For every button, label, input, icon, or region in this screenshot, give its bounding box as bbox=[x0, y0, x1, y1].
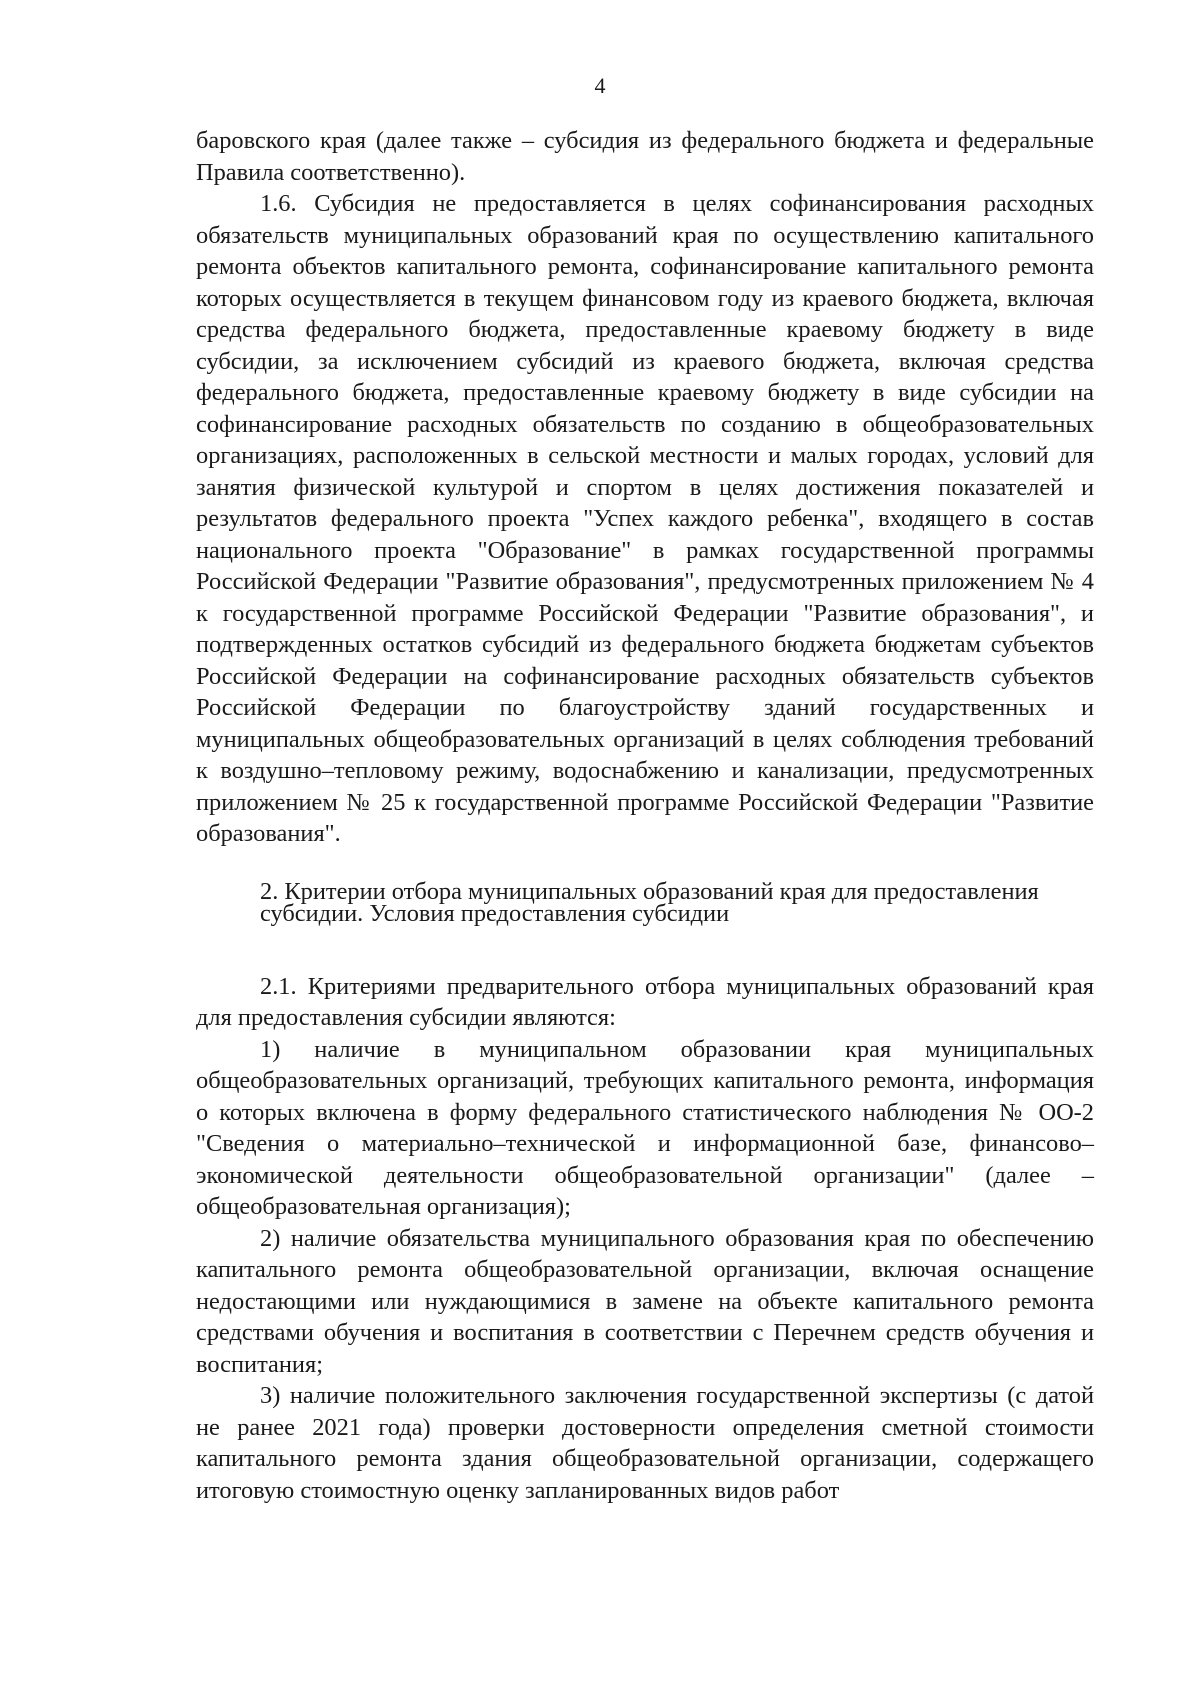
paragraph-2-1: 2.1. Критериями предварительного отбора муниципальных образований края для предоставления субсидии являются: bbox=[196, 972, 1094, 1031]
document-body bbox=[196, 125, 1094, 1506]
page-number: 4 bbox=[594, 73, 606, 98]
list-item-3: 3) наличие положительного заключения государственной экспертизы (с датой не ранее 2021 года) проверки достоверности определения сметной стоимости капитального ремонта здания общеобразовательной организации, содержащего итоговую стоимостную оценку запланированных видов работ bbox=[196, 1382, 1094, 1504]
paragraph-1-6: 1.6. Субсидия не предоставляется в целях софинансирования расходных обязательств муниципальных образований края по осуществлению капитального ремонта объектов капитального ремонта, софинансирование капитального ремонта которых осуществляется в текущем финансовом году из краевого бюджета, включая средства федерального бюджета, предоставленные краевому бюджету в виде субсидии, за исключением субсидий из краевого бюджета, включая средства федерального бюджета, предоставленные краевому бюджету в виде субсидии на софинансирование расходных обязательств по созданию в общеобразовательных организациях, расположенных в сельской местности и малых городах, условий для занятия физической культурой и спортом в целях достижения показателей и результатов федерального проекта "Успех каждого ребенка", входящего в состав национального проекта "Образование" в рамках государственной программы Российской Федерации "Развитие образования", предусмотренных приложением № 4 к государственной программе Российской Федерации "Развитие образования", и подтвержденных остатков субсидий из федерального бюджета бюджетам субъектов Российской Федерации на софинансирование расходных обязательств субъектов Российской Федерации по благоустройству зданий государственных и муниципальных общеобразовательных организаций в целях соблюдения требований к воздушно–тепловому режиму, водоснабжению и канализации, предусмотренных приложением № 25 к государственной программе Российской Федерации "Развитие образования". bbox=[196, 190, 1094, 847]
section-2-heading: 2. Критерии отбора муниципальных образований края для предоставления субсидии. Условия предоставления субсидии bbox=[260, 877, 1039, 927]
list-item-2: 2) наличие обязательства муниципального образования края по обеспечению капитального ремонта общеобразовательной организации, включая оснащение недостающими или нуждающимися в замене на объекте капитального ремонта средствами обучения и воспитания в соответствии с Перечнем средств обучения и воспитания; bbox=[196, 1224, 1094, 1378]
list-item-1: 1) наличие в муниципальном образовании края муниципальных общеобразовательных организаций, требующих капитального ремонта, информация о которых включена в форму федерального статистического наблюдения № ОО-2 "Сведения о материально–технической и информационной базе, финансово–экономической деятельности общеобразовательной организации" (далее – общеобразовательная организация); bbox=[196, 1035, 1094, 1220]
paragraph-continuation: баровского края (далее также – субсидия из федерального бюджета и федеральные Правила соответственно). bbox=[196, 127, 1094, 186]
